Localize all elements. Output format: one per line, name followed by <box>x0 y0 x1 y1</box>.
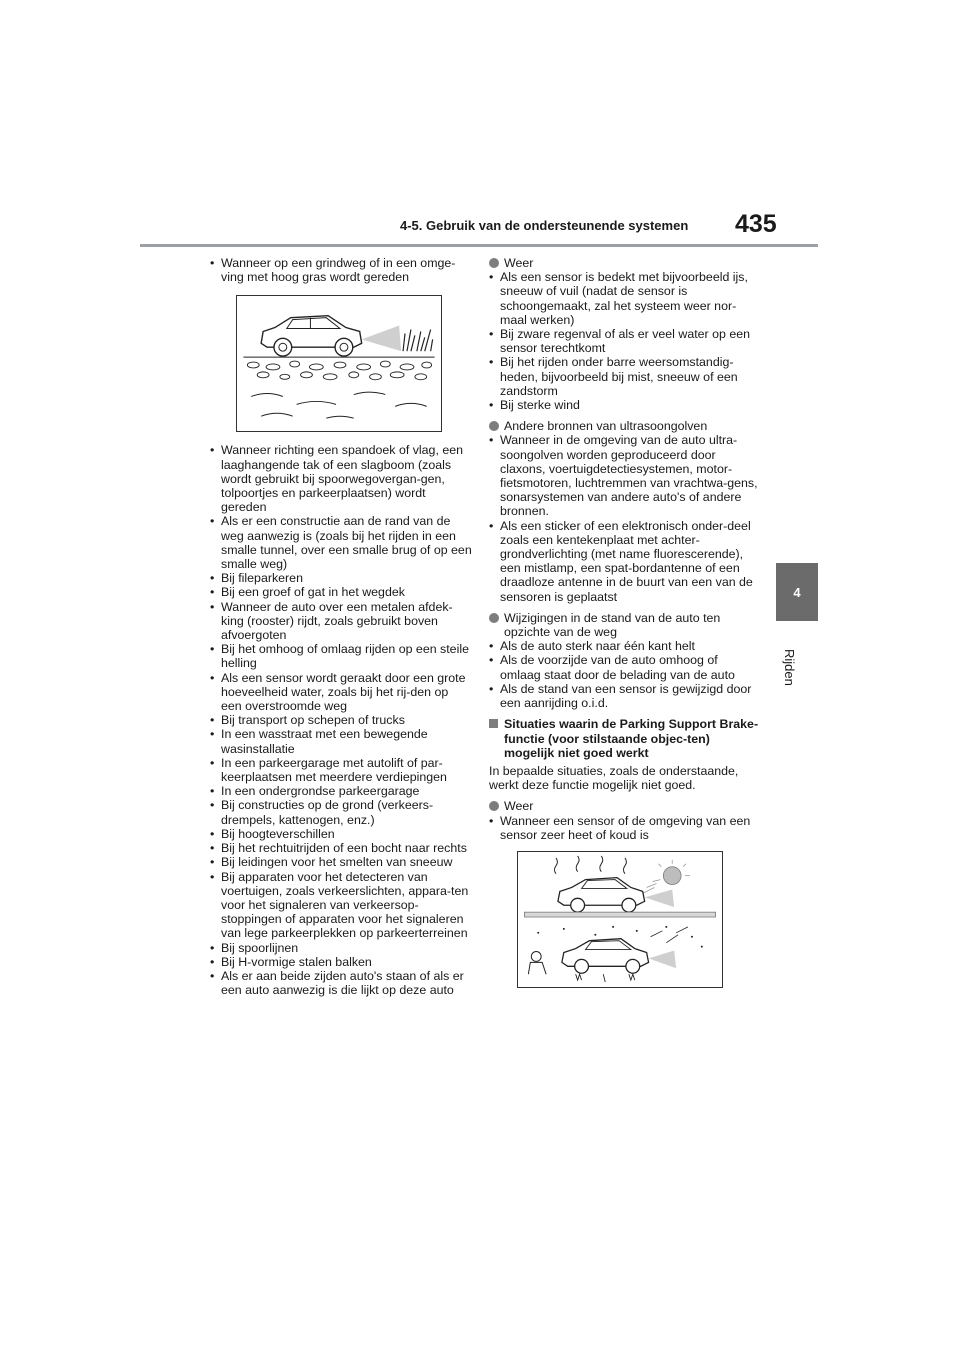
list-item: • Als een sensor is bedekt met bijvoorbeeld ijs, sneeuw of vuil (nadat de sensor is schoongemaakt, zal het systeem weer nor-maal werken) <box>489 270 759 327</box>
position-list <box>489 639 759 710</box>
list-item: • Bij spoorlijnen <box>210 941 472 955</box>
gravel-road-illustration <box>236 295 442 432</box>
hot-cold-illustration <box>517 851 723 988</box>
right-column <box>489 256 759 988</box>
position-heading: Wijzigingen in de stand van de auto ten opzichte van de weg <box>489 611 759 639</box>
list-item: • Wanneer een sensor of de omgeving van een sensor zeer heet of koud is <box>489 814 759 842</box>
ultrasonic-heading: Andere bronnen van ultrasoongolven <box>489 419 759 433</box>
ultrasonic-list <box>489 433 759 603</box>
list-item: • Bij leidingen voor het smelten van sneeuw <box>210 855 472 869</box>
list-item: • Als de voorzijde van de auto omhoog of omlaag staat door de belading van de auto <box>489 653 759 681</box>
chapter-tab-label: Rijden <box>782 649 797 686</box>
list-item: • Als er een constructie aan de rand van de weg aanwezig is (zoals bij het rijden in een smalle tunnel, over een smalle brug of op een smalle weg) <box>210 514 472 571</box>
list-item: • Bij hoogteverschillen <box>210 827 472 841</box>
page-number: 435 <box>735 210 777 238</box>
list-item: • In een ondergrondse parkeergarage <box>210 784 472 798</box>
list-item: • Bij het omhoog of omlaag rijden op een steile helling <box>210 642 472 670</box>
section-text: In bepaalde situaties, zoals de onderstaande, werkt deze functie mogelijk niet goed. <box>489 763 739 793</box>
gravel-list <box>210 256 472 284</box>
list-item: • Bij H-vormige stalen balken <box>210 955 472 969</box>
list-item: • Wanneer de auto over een metalen afdek-king (rooster) rijdt, zoals gebruikt boven afvoergoten <box>210 600 472 643</box>
gravel-car-drawing <box>237 296 441 431</box>
list-item: • Als een sticker of een elektronisch onder-deel zoals een kentekenplaat met achter-grondverlichting (met name fluorescerende), een mistlamp, een spat-bordantenne of een draadloze antenne in de buurt van een van de sensoren is geplaatst <box>489 519 759 604</box>
list-item: • Als de auto sterk naar één kant helt <box>489 639 759 653</box>
list-item: • Als er aan beide zijden auto's staan of als er een auto aanwezig is die lijkt op deze auto <box>210 969 472 997</box>
list-item: • In een parkeergarage met autolift of par-keerplaatsen met meerdere verdiepingen <box>210 756 472 784</box>
list-item: • Wanneer in de omgeving van de auto ultra-soongolven worden geproduceerd door claxons, voertuigdetectiesystemen, motor-fietsmotoren, luchtremmen van vrachtwa-gens, sonarsystemen van andere auto's of andere bronnen. <box>489 433 759 518</box>
list-item: • Bij transport op schepen of trucks <box>210 713 472 727</box>
list-item: • Bij een groef of gat in het wegdek <box>210 585 472 599</box>
list-item: • In een wasstraat met een bewegende wasinstallatie <box>210 727 472 755</box>
weather2-heading: Weer <box>489 799 759 813</box>
header-divider <box>140 244 818 247</box>
weather-heading: Weer <box>489 256 759 270</box>
list-item: • Als een sensor wordt geraakt door een grote hoeveelheid water, zoals bij het rij-den op een overstroomde weg <box>210 671 472 714</box>
list-item: • Bij constructies op de grond (verkeers-drempels, kattenogen, enz.) <box>210 798 472 826</box>
list-item: • Bij het rijden onder barre weersomstandig-heden, bijvoorbeeld bij mist, sneeuw of een zandstorm <box>489 355 759 398</box>
chapter-title: 4-5. Gebruik van de ondersteunende systemen <box>400 218 689 233</box>
weather-list <box>489 270 759 412</box>
list-item: • Bij sterke wind <box>489 398 759 412</box>
list-item: • Wanneer op een grindweg of in een omge-ving met hoog gras wordt gereden <box>210 256 472 284</box>
left-column <box>210 256 472 997</box>
list-item: • Als de stand van een sensor is gewijzigd door een aanrijding o.i.d. <box>489 682 759 710</box>
list-item: • Bij zware regenval of als er veel water op een sensor terechtkomt <box>489 327 759 355</box>
section-heading: Situaties waarin de Parking Support Brake-functie (voor stilstaande objec-ten) mogelijk niet goed werkt <box>489 717 759 760</box>
list-item: • Wanneer richting een spandoek of vlag, een laaghangende tak of een slagboom (zoals wordt gebruikt bij spoorwegovergan-gen, tolpoortjes en parkeerplaatsen) wordt gereden <box>210 443 472 514</box>
weather2-list <box>489 814 759 842</box>
list-item: • Bij het rechtuitrijden of een bocht naar rechts <box>210 841 472 855</box>
list-item: • Bij apparaten voor het detecteren van voertuigen, zoals verkeerslichten, appara-ten voor het signaleren van verkeersop-stoppingen of apparaten voor het signaleren van lege parkeerplekken op parkeerterreinen <box>210 870 472 941</box>
situations-list <box>210 443 472 997</box>
list-item: • Bij fileparkeren <box>210 571 472 585</box>
chapter-tab: 4 <box>776 563 818 621</box>
hot-cold-car-drawing <box>518 852 722 987</box>
